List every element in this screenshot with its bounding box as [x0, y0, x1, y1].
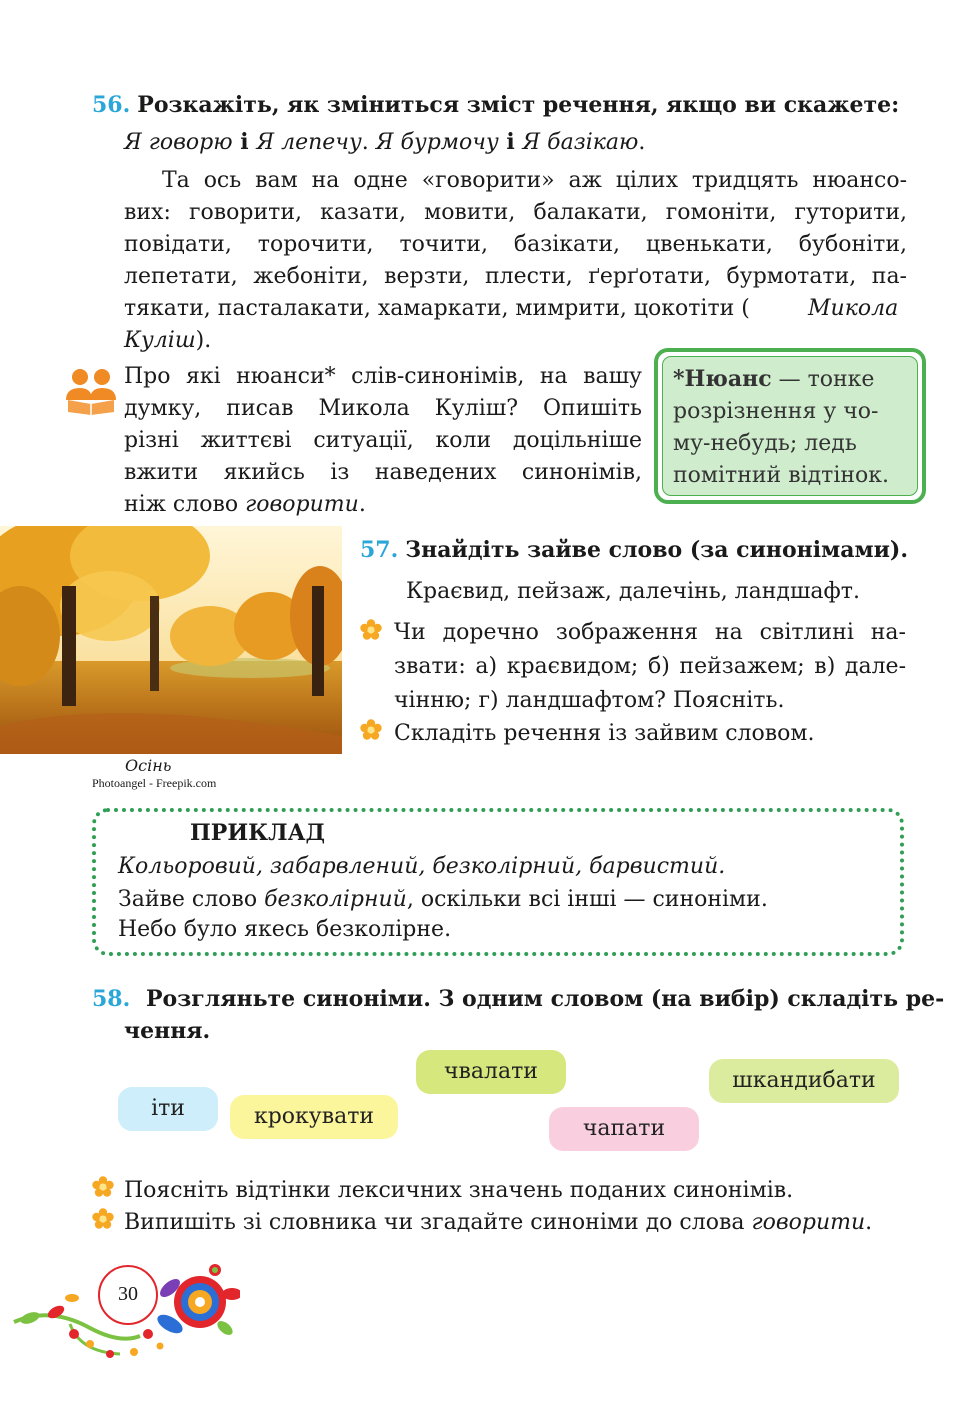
task-text: Розгляньте синоніми. З одним словом (на вибір) складіть ре-: [146, 986, 945, 1012]
photo-credit: Photoangel - Freepik.com: [92, 776, 217, 790]
exercise-number: 57.: [360, 537, 399, 563]
exercise-57-heading: [360, 535, 908, 566]
example-line-3: Небо було якесь безколірне.: [118, 917, 452, 942]
question-57-2: Складіть речення із зайвим словом.: [394, 721, 815, 746]
flower-bullet-icon: [92, 1176, 114, 1198]
synonym-chip: крокувати: [230, 1095, 398, 1139]
exercise-58-heading: [92, 984, 130, 1015]
word-list: Краєвид, пейзаж, далечінь, ландшафт.: [406, 579, 860, 604]
synonym-chip: іти: [118, 1087, 218, 1131]
note-term: *Нюанс: [673, 366, 772, 392]
author-name: Микола: [808, 296, 899, 321]
readers-icon: [62, 366, 120, 416]
example-box: [92, 808, 904, 956]
photo-caption: Осінь: [125, 756, 172, 775]
page-number-badge: [98, 1265, 158, 1325]
exercise-number: 58.: [92, 986, 131, 1012]
task-text-continued: чення.: [124, 1018, 211, 1044]
synonym-chip: чапати: [549, 1107, 699, 1151]
question-58-1: Поясніть відтінки лексичних значень поданих синонімів.: [124, 1178, 794, 1203]
question-58-2: Випишіть зі словника чи згадайте синоніми до слова говорити.: [124, 1210, 873, 1235]
autumn-photo: [0, 526, 342, 754]
exercise-number: 56.: [92, 92, 131, 118]
definition-note: *Нюанс — тонке розрізнення у чо- му-небудь; ледь помітний відтінок.: [654, 348, 926, 504]
example-title: ПРИКЛАД: [190, 820, 326, 846]
task-text: Знайдіть зайве слово (за синонімами).: [405, 537, 908, 563]
example-line-2: Зайве слово безколірний, оскільки всі інші — синоніми.: [118, 887, 768, 912]
example-line-1: Кольоровий, забарвлений, безколірний, барвистий.: [118, 854, 726, 879]
example-phrases: Я говорю і Я лепечу. Я бурмочу і Я базікаю.: [124, 129, 646, 155]
exercise-56-heading: [92, 90, 899, 121]
flower-bullet-icon: [360, 619, 382, 641]
synonym-chip: чвалати: [416, 1050, 566, 1094]
flower-bullet-icon: [92, 1208, 114, 1230]
author-surname: Куліш: [124, 328, 196, 353]
task-text: Розкажіть, як зміниться зміст речення, якщо ви скажете:: [137, 92, 900, 118]
flower-bullet-icon: [360, 719, 382, 741]
page-number: 30: [118, 1283, 138, 1305]
synonym-chip: шкандибати: [709, 1059, 899, 1103]
